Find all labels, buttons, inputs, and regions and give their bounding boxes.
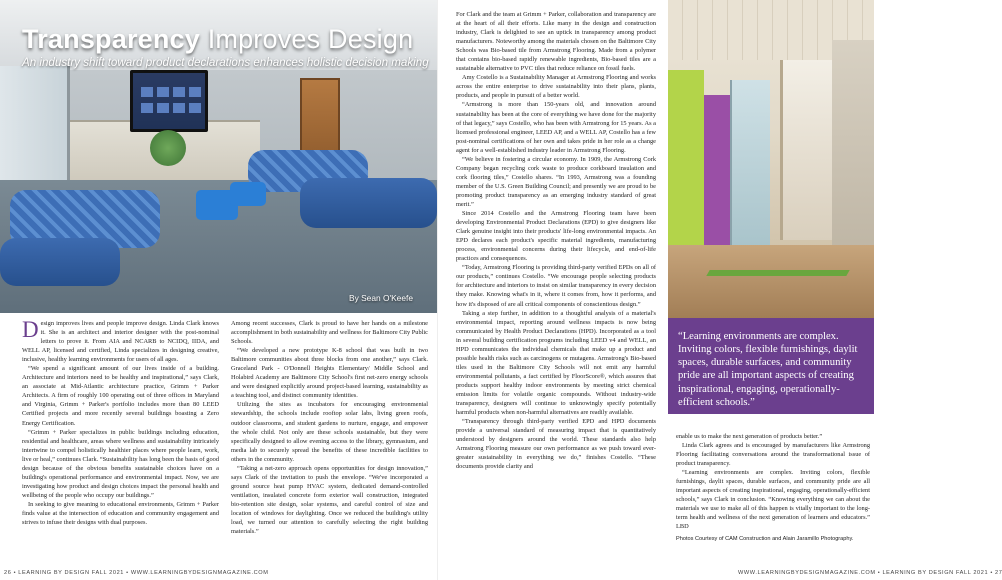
sofa [300,178,437,228]
paragraph: Utilizing the sites as incubators for encouraging environmental stewardship, the schools include rooftop solar labs, living green roofs, outdoor classrooms, and student gardens to nurture, engage, and empower the whole child. Not only are these schools sustainable, but they were specifically designed to allow evening access to the library, gymnasium, and media lab to securely spread the benefits of these incredible facilities to others in the community. [231,401,428,463]
hallway-floor [668,245,874,318]
article-subtitle: An industry shift toward product declarations enhances holistic decision making [22,56,429,69]
glass-wall [730,80,770,245]
paragraph: Linda Clark agrees and is encouraged by manufacturers like Armstrong Flooring facilitating conversations around the transformational issue of product transparency. [676,442,870,468]
paragraph: “We believe in fostering a circular economy. In 1909, the Armstrong Cork Company began recycling cork waste to produce corkboard insulation and cork flooring tiles,” Costello shares. “In 1993, Armstrong was a founding member of the U.S. Green Building Council; and presently we are proud to be promoting product transparency as an emerging industry standard of great merit.” [456,155,656,208]
paragraph: “Today, Armstrong Flooring is providing third-party verified EPDs on all of our products,” continues Costello. “We encourage people selecting products for architecture and interiors to insist on similar transparency in every decision they make. Knowing what's in it, where it comes from, how it performs, and how it's disposed of are all critical components of conscientious design.” [456,264,656,308]
right-wall [832,40,874,250]
hero-window [0,66,70,186]
screen-tile [173,103,185,113]
plant [150,130,186,166]
paragraph: “We developed a new prototype K-8 school that was built in two Baltimore communities about three blocks from one another,” says Clark. Graceland Park - O'Donnell Heights Elementary/ Middle School and Holabird Academy are Baltimore City School's first net-zero energy schools and were designed explicitly around project-based learning, sustainability as a teaching tool, and distinct community identities. [231,347,428,400]
paragraph: In seeking to give meaning to educational environments, Grimm + Parker finds value at the intersection of education and community engagement and strives to infuse their designs with dual purposes. [22,500,219,527]
staircase [780,60,832,240]
paragraph: “Transparency through third-party verified EPD and HPD documents provide a universal standard of measuring impact that is quantitatively understood by designers around the world. These standards also help Armstrong Flooring measure our own performance as we push toward ever-greater sustainability in everything we do,” finishes Costello. “These documents provide clarity and [456,418,656,471]
paragraph: Among recent successes, Clark is proud to have her hands on a milestone accomplishment in both sustainability and wellness for Baltimore City Public Schools. [231,320,428,346]
screen-tile [189,87,201,97]
pull-quote: “Learning environments are complex. Inviting colors, flexible furnishings, daylit spaces, durable surfaces, and community pride are all important aspects of creating inspirational, engaging, operationally-efficient schools.” [668,318,874,414]
paragraph: enable us to make the next generation of products better.” [676,433,823,440]
paragraph: “We spend a significant amount of our lives inside of a building. Architecture and interiors need to be healthy and inspirational,” says Clark, an associate at Mid-Atlantic architecture practice, Grimm + Parker Architects. A firm of roughly 100 operating out of three offices in Maryland and Virginia, Grimm + Parker's portfolio includes more than 80 LEED Certified projects and more recently several buildings boasting a Zero Energy Certification. [22,365,219,427]
footer-left: 26 • LEARNING BY DESIGN FALL 2021 • WWW.LEARNINGBYDESIGNMAGAZINE.COM [4,570,269,576]
screen-tile [189,103,201,113]
purple-wall [704,95,730,245]
lime-wall [668,70,704,260]
screen-tile [141,103,153,113]
screen-tile [157,103,169,113]
paragraph: Since 2014 Costello and the Armstrong Flooring team have been developing Environmental Product Declarations (EPD) to give designers like Clark genuine insight into their products' life-long environmental impacts. An EPD declares each product's specific material ingredients, manufacturing process, environmental concerns during their lifecycle, and end-of-life practices and consequences. [456,210,656,263]
sofa [0,238,120,286]
article-title: Transparency Improves Design [22,24,414,54]
paragraph: “Grimm + Parker specializes in public buildings including education, residential and healthcare, areas where wellness and sustainability intricately intertwine to compel holistically healthier places where people learn, work, live or heal,” continues Clark. “Sustainability has long been the basis of good design because of the obvious benefits sustainable choices have on a building's operational performance and environmental impact. Now, we are investigating how product and design choices impact the personal health and wellbeing of the people who occupy our buildings.” [22,428,219,499]
stool [230,182,266,206]
paragraph: Design improves lives and people improve design. Linda Clark knows it. She is an architect and interior designer with the post-nominal letters to prove it. From AIA and NCARB to NCIDQ, IIDA, and WELL AP, licensed and certified, Linda specializes in designing creative, inclusive, healthy learning environments for users of all ages. [22,317,219,364]
hallway-photo [668,0,874,318]
floor-stripe [706,270,849,276]
screen-tile [173,87,185,97]
column-1 [22,319,219,527]
hero-photo [0,0,437,313]
column-3 [456,10,656,471]
paragraph: “Armstrong is more than 150-years old, and innovation around sustainability has been at the core of everything we have done for the majority of that legacy,” says Costello, who has been with Armstrong for 15 years. As a licensed professional engineer, LEED AP, and a WELL AP, Costello has a few post-nominal certifications of her own and takes pride in her role as a change agent for a well-established industry leader in Armstrong Flooring. [456,101,656,154]
page-gutter [437,0,438,580]
paragraph: Amy Costello is a Sustainability Manager at Armstrong Flooring and works across the entire enterprise to drive sustainability into their plans, plants, products, and people in pursuit of a better world. [456,74,656,100]
column-4 [676,432,870,532]
footer-right: WWW.LEARNINGBYDESIGNMAGAZINE.COM • LEARNING BY DESIGN FALL 2021 • 27 [738,570,1002,576]
column-2 [231,319,428,536]
paragraph: “Learning environments are complex. Inviting colors, flexible furnishings, daylit spaces, durable surfaces, and community pride are all important aspects of creating inspirational, engaging, operationally-efficient schools,” says Clark in conclusion. “Knowing everything we can about the materials we use to make all of this happen is vitally important to the long-term health and wellness of the next generation of learners and educators.” LBD [676,469,870,531]
byline: By Sean O'Keefe [349,293,413,303]
paragraph: “Taking a net-zero approach opens opportunities for design innovation,” says Clark of the invitation to push the envelope. “We've incorporated a ground source heat pump HVAC system, dedicated demand-controlled ventilation, insulated concrete form exterior wall construction, integrated bio-retention site design, solar systems, and careful control of size and location of windows for daylighting. Once we reduced the building's utility load, we turned our attention to carefully selecting the right building materials.” [231,464,428,536]
paragraph: For Clark and the team at Grimm + Parker, collaboration and transparency are at the heart of all their efforts. Like many in the design and construction industry, Clark is delighted to see an uptick in transparency among product manufacturers. Noteworthy among the materials chosen on the Baltimore City Schools was Bio-based tile from Armstrong Flooring. Made from a polymer that contains bio-based rapidly renewable ingredients, Bio-based tiles are a sustainable alternative to PVC tiles that reduce reliance on fossil fuels. [456,11,656,73]
photo-credit: Photos Courtesy of CAM Construction and Alain Jaramillo Photography. [676,536,854,542]
screen-tile [141,87,153,97]
hero-display-screen [130,70,208,132]
drop-cap: D [22,317,39,342]
paragraph: Taking a step further, in addition to a thoughtful analysis of a material's environmental impact, reporting around wellness impacts is now being communicated by Health Product Declarations (HPD). Incorporated as a tool in several building certification programs including LEED v4 and WELL, an HPD communicates the individual chemicals that make up a product and possible health risks such as carcinogens or mutagens. Armstrong's Bio-based tiles used in the Baltimore City Schools will not emit any harmful environmental pollutants, a fact certified by FloorScore®, which assures that products support healthy indoor environments by meeting strict chemical emission limits for volatile organic compounds. Without industry-wide transparency, designers will continue to unknowingly specify potentially harmful products when non-harmful alternatives are readily available. [456,309,656,417]
screen-tile [157,87,169,97]
